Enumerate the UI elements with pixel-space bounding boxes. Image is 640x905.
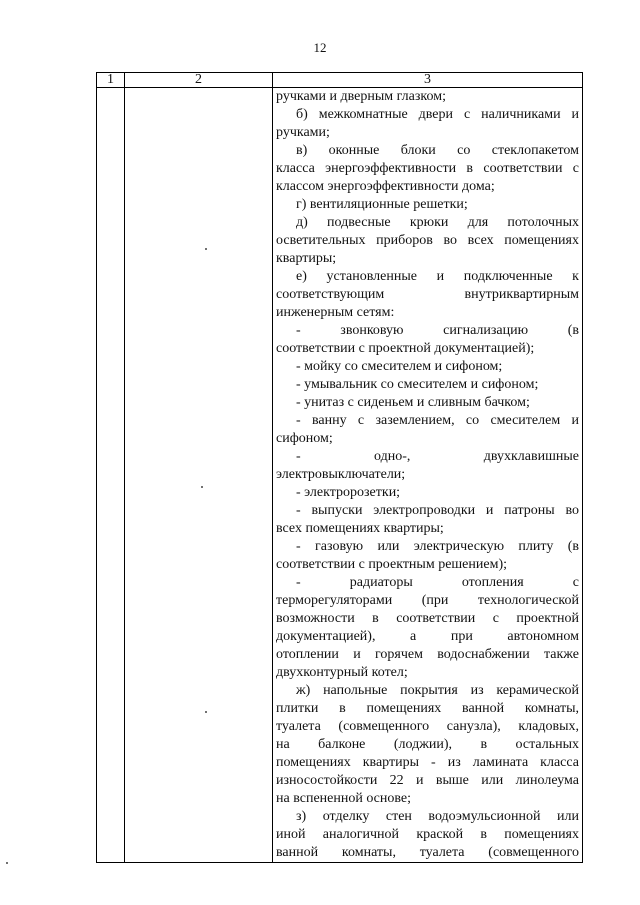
scan-speck [6, 862, 8, 864]
text-line: - радиаторы отопления с [296, 575, 579, 590]
header-row [97, 73, 583, 88]
text-line: - газовую или электрическую плиту (в [296, 539, 579, 554]
text-line: - умывальник со смесителем и сифоном; [296, 377, 539, 392]
text-line: ж) напольные покрытия из керамической [296, 683, 579, 698]
text-line: - унитаз с сиденьем и сливным бачком; [296, 395, 530, 410]
text-line: з) отделку стен водоэмульсионной или [296, 809, 579, 824]
scan-speck [205, 711, 207, 713]
page-number: 12 [313, 40, 327, 55]
text-line: д) подвесные крюки для потолочных [296, 215, 579, 230]
text-line: соответствии с проектным решением); [276, 557, 508, 572]
text-line: сифоном; [276, 431, 333, 446]
text-line: ванной комнаты, туалета (совмещенного [276, 845, 579, 860]
text-line: - электророзетки; [296, 485, 401, 500]
text-line: помещениях квартиры - из ламината класса [276, 755, 579, 770]
column-header-2: 2 [125, 73, 273, 88]
text-line: на балконе (лоджии), в остальных [276, 737, 579, 752]
text-line: е) установленные и подключенные к [296, 269, 579, 284]
text-line: туалета (совмещенного санузла), кладовых, [276, 719, 579, 734]
column-3-cell [273, 88, 583, 863]
text-line: - одно-, двухклавишные [296, 449, 579, 464]
text-line: классом энергоэффективности дома; [276, 179, 495, 194]
text-line: терморегуляторами (при технологической [276, 593, 579, 608]
text-line: иной аналогичной краской в помещениях [276, 827, 579, 842]
text-line: соответствии с проектной документацией); [276, 341, 535, 356]
scan-speck [201, 486, 203, 488]
text-line: г) вентиляционные решетки; [296, 197, 468, 212]
text-line: возможности в соответствии с проектной [276, 611, 579, 626]
text-line: - звонковую сигнализацию (в [296, 323, 579, 338]
text-line: всех помещениях квартиры; [276, 521, 444, 536]
text-line: осветительных приборов во всех помещениях [276, 233, 579, 248]
text-line: износостойкости 22 и выше или линолеума [276, 773, 579, 788]
text-line: - ванну с заземлением, со смесителем и [296, 413, 579, 428]
column-header-3: 3 [273, 73, 583, 88]
text-line: ручками; [276, 125, 330, 140]
column-2-cell [125, 88, 273, 863]
scan-speck [205, 248, 207, 250]
text-line: ручками и дверным глазком; [276, 89, 446, 104]
content-row [97, 88, 583, 863]
text-line: документацией), а при автономном [276, 629, 579, 644]
text-line: отоплении и горячем водоснабжении также [276, 647, 579, 662]
text-line: электровыключатели; [276, 467, 406, 482]
column-header-1: 1 [97, 73, 125, 88]
text-line: б) межкомнатные двери с наличниками и [296, 107, 579, 122]
text-line: квартиры; [276, 251, 337, 266]
text-line: двухконтурный котел; [276, 665, 408, 680]
text-line: соответствующим внутриквартирным [276, 287, 579, 302]
text-line: - мойку со смесителем и сифоном; [296, 359, 503, 374]
requirements-table [96, 72, 583, 863]
text-line: инженерным сетям: [276, 305, 395, 320]
column-1-cell [97, 88, 125, 863]
text-line: на вспененной основе; [276, 791, 412, 806]
text-line: в) оконные блоки со стеклопакетом [296, 143, 579, 158]
text-line: - выпуски электропроводки и патроны во [296, 503, 579, 518]
text-line: класса энергоэффективности в соответствии с [276, 161, 579, 176]
text-line: плитки в помещениях ванной комнаты, [276, 701, 579, 716]
